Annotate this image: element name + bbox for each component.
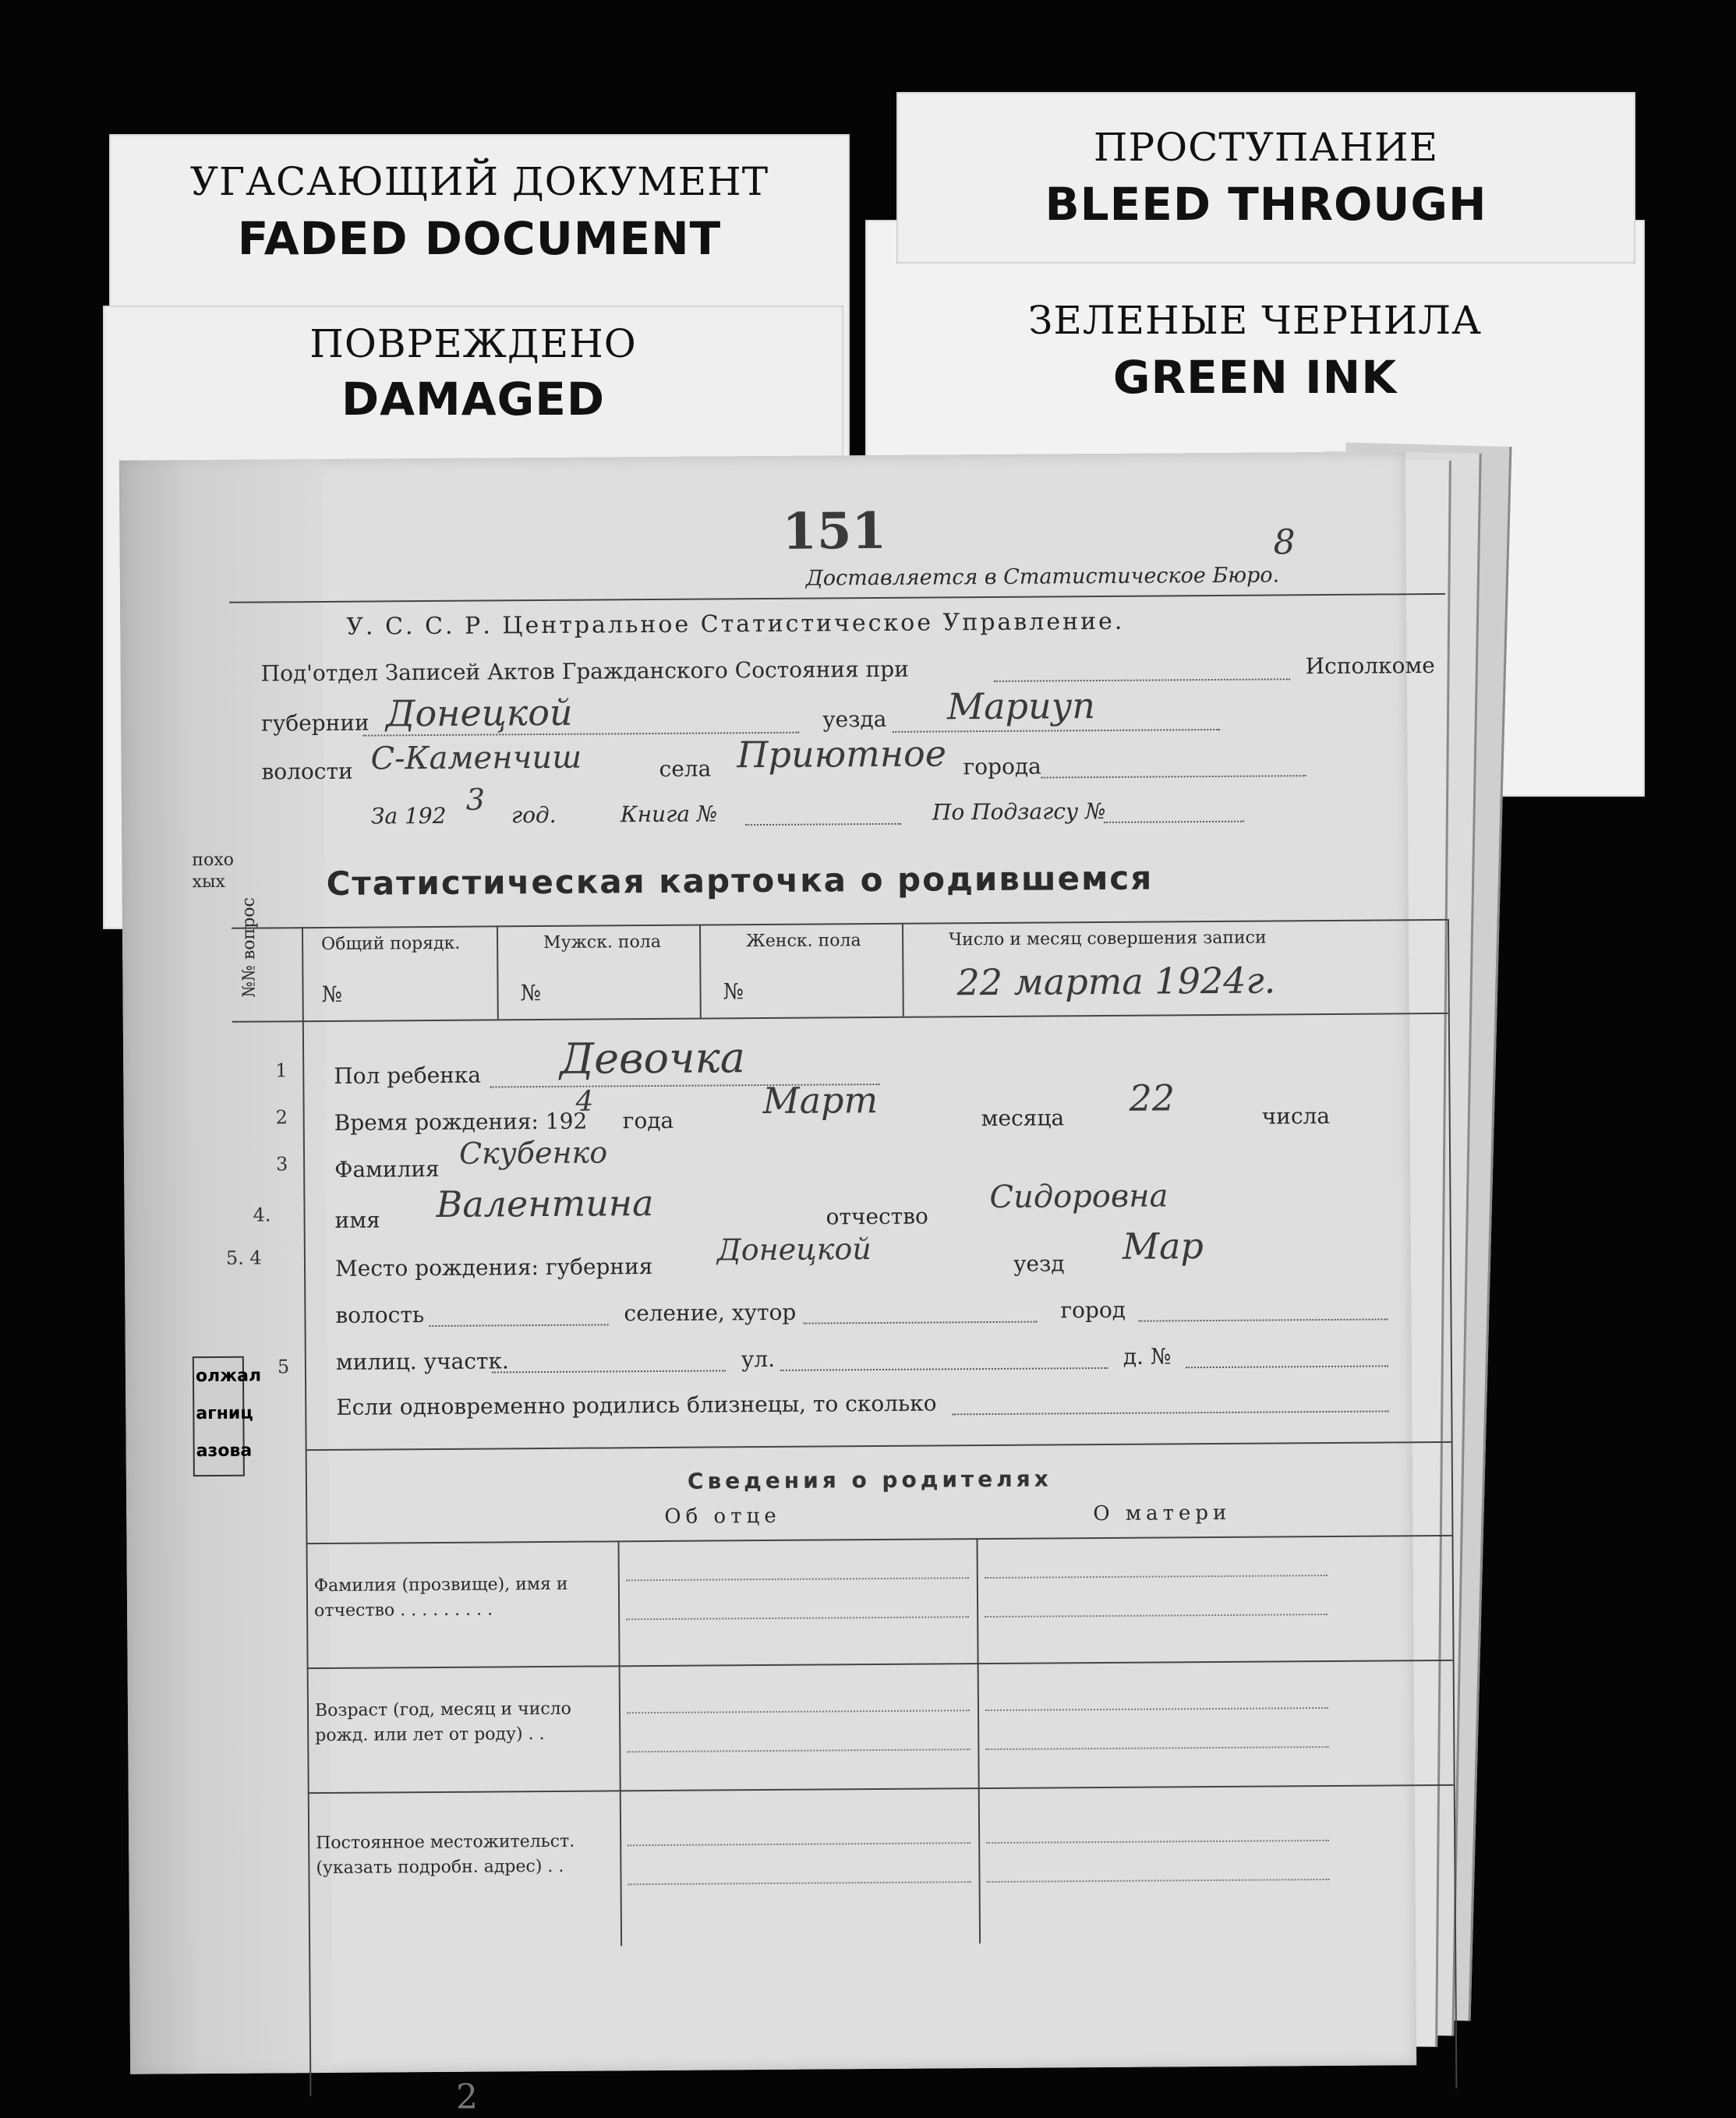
table-rule <box>232 1013 1448 1023</box>
gubernia-value: Донецкой <box>385 691 573 735</box>
bleed-flag-ru: ПРОСТУПАНИЕ <box>1093 125 1439 170</box>
year-value: 3 <box>465 782 486 817</box>
parents-rule <box>308 1784 1454 1794</box>
house-label: д. № <box>1123 1343 1172 1370</box>
side-fragment: похо хых <box>192 850 235 893</box>
parents-rule <box>306 1535 1451 1544</box>
selo-value: Приютное <box>737 732 947 776</box>
bottom-mark: 2 <box>456 2077 478 2117</box>
patronymic-value: Сидоровна <box>989 1178 1169 1216</box>
podzags-label: По Подзагсу № <box>932 797 1106 826</box>
name-value: Валентина <box>436 1182 654 1225</box>
parents-title: Сведения о родителях <box>687 1466 1052 1494</box>
parents-vline <box>617 1540 622 1946</box>
mother-line <box>985 1746 1328 1750</box>
female-no: № <box>723 978 744 1005</box>
birthplace-uezd-value: Мар <box>1122 1225 1204 1268</box>
militsia-label: милиц. участк. <box>335 1348 509 1375</box>
twins-label: Если одновременно родились близнецы, то сколько <box>336 1390 937 1420</box>
card-title: Статистическая карточка о родившемся <box>326 858 1154 903</box>
gorod-row-label: город <box>1060 1296 1126 1324</box>
mother-line <box>985 1707 1328 1711</box>
faded-flag-en: FADED DOCUMENT <box>237 212 722 265</box>
record-date-header: Число и месяц совершения записи <box>949 928 1267 950</box>
mother-line <box>986 1840 1329 1844</box>
parent-residence-question: Постоянное местожительст. (указать подробн. адрес) . . <box>316 1831 575 1879</box>
record-date-value: 22 марта 1924г. <box>956 959 1276 1004</box>
corner-mark: 8 <box>1273 522 1296 563</box>
sex-label: Пол ребенка <box>334 1062 482 1089</box>
birth-month-word: месяца <box>981 1105 1065 1132</box>
row-number: 3 <box>276 1153 288 1176</box>
father-line <box>626 1616 969 1620</box>
volost-value: С-Каменчиш <box>370 739 582 777</box>
year-label: За 192 <box>370 802 447 829</box>
house-blank <box>1186 1365 1388 1368</box>
father-line <box>628 1881 971 1885</box>
year-suffix: год. <box>511 801 557 829</box>
gorod-row-blank <box>1139 1318 1388 1321</box>
patronymic-label: отчество <box>826 1203 928 1230</box>
stamp-text: олжал агниц азова <box>195 1366 262 1462</box>
ispolkom-blank <box>994 678 1290 682</box>
mother-line <box>985 1614 1328 1618</box>
gorod-blank <box>1041 775 1306 778</box>
birth-day: 22 <box>1129 1077 1176 1119</box>
volost-row-label: волость <box>335 1302 425 1328</box>
book-blank <box>745 823 901 826</box>
birth-time-label: Время рождения: 192 <box>334 1108 588 1136</box>
row-number: 5 <box>277 1356 290 1378</box>
faded-flag-ru: УГАСАЮЩИЙ ДОКУМЕНТ <box>189 159 769 204</box>
name-label: имя <box>334 1207 380 1233</box>
birthplace-label: Место рождения: губерния <box>334 1253 653 1282</box>
father-header: Об отце <box>664 1504 781 1529</box>
header-line2: Под'отдел Записей Актов Гражданского Состояния при <box>260 656 909 687</box>
parent-name-question: Фамилия (прозвище), имя и отчество . . . . . . . . . <box>313 1574 568 1621</box>
female-header: Женск. пола <box>746 931 861 952</box>
birth-month: Март <box>762 1079 879 1123</box>
birth-day-word: числа <box>1261 1102 1331 1130</box>
green-flag-ru: ЗЕЛЕНЫЕ ЧЕРНИЛА <box>1028 298 1482 343</box>
mother-header: О матери <box>1093 1501 1232 1526</box>
twins-blank <box>952 1410 1388 1415</box>
question-number-header: №№ вопрос <box>239 896 260 998</box>
volost-label: волости <box>261 758 353 785</box>
book-label: Книга № <box>620 801 718 828</box>
father-line <box>626 1577 969 1581</box>
street-blank <box>780 1367 1108 1371</box>
gorod-label: города <box>963 753 1041 780</box>
father-line <box>627 1710 970 1713</box>
row-number: 1 <box>275 1059 288 1082</box>
ispolkom-label: Исполкоме <box>1305 652 1435 680</box>
parent-age-question: Возраст (год, месяц и число рожд. или лет от роду) . . <box>314 1699 571 1746</box>
damaged-flag-en: DAMAGED <box>341 373 605 426</box>
selo-label: села <box>659 755 712 782</box>
birthplace-uezd-label: уезд <box>1013 1250 1065 1277</box>
birth-record-card <box>119 451 1435 2074</box>
sex-value: Девочка <box>559 1033 746 1084</box>
header-rule <box>229 593 1445 603</box>
damaged-flag-ru: ПОВРЕЖДЕНО <box>309 321 637 366</box>
street-label: ул. <box>741 1345 776 1373</box>
row-number: 4. <box>253 1204 271 1226</box>
row-number: 2 <box>275 1106 288 1129</box>
surname-value: Скубенко <box>458 1135 608 1171</box>
delivered-to-note: Доставляется в Статистическое Бюро. <box>805 563 1280 591</box>
militsia-blank <box>492 1370 726 1373</box>
father-line <box>628 1842 971 1846</box>
table-vline <box>497 925 499 1019</box>
birthplace-gubernia: Донецкой <box>716 1232 872 1268</box>
male-no: № <box>520 980 542 1006</box>
gubernia-label: губернии <box>261 709 369 737</box>
mother-line <box>987 1879 1330 1883</box>
table-vline <box>302 927 311 2096</box>
birth-year-word: года <box>622 1107 674 1134</box>
general-order-header: Общий порядк. <box>321 933 461 954</box>
surname-label: Фамилия <box>334 1155 440 1183</box>
uezd-value: Мариуп <box>946 684 1096 728</box>
table-vline <box>902 923 904 1017</box>
father-line <box>627 1748 970 1752</box>
parents-rule <box>307 1660 1453 1669</box>
green-flag-en: GREEN INK <box>1112 351 1398 404</box>
header-line1: У. С. С. Р. Центральное Статистическое Управление. <box>346 607 1125 641</box>
uezd-label: уезда <box>822 705 887 733</box>
page-number: 151 <box>782 501 887 561</box>
mother-line <box>985 1575 1328 1579</box>
selenie-label: селение, хутор <box>624 1299 797 1327</box>
general-no: № <box>321 981 343 1007</box>
podzags-blank <box>1104 821 1244 823</box>
bleed-flag-en: BLEED THROUGH <box>1045 178 1487 231</box>
male-header: Мужск. пола <box>543 932 661 953</box>
bleed-through-flag <box>896 92 1635 263</box>
volost-row-blank <box>430 1324 609 1327</box>
row-number: 5. 4 <box>225 1246 262 1269</box>
selenie-blank <box>804 1321 1038 1324</box>
partial-stamp <box>193 1356 262 1476</box>
parents-vline <box>976 1538 981 1943</box>
birth-year: 4 <box>575 1085 594 1118</box>
section-rule <box>306 1441 1451 1451</box>
table-vline <box>699 925 702 1018</box>
